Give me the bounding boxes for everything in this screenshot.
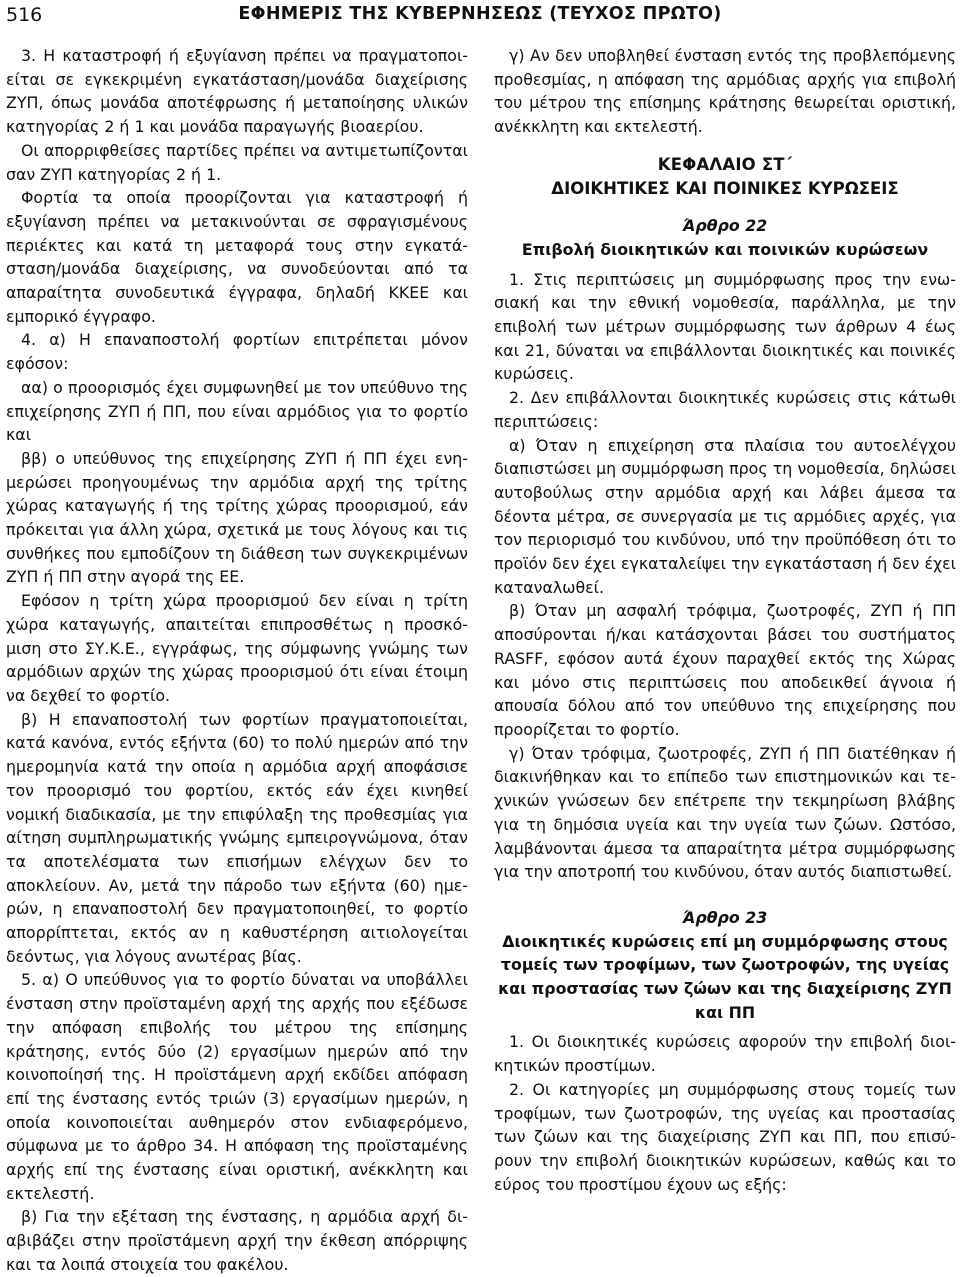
paragraph: 2. Οι κατηγορίες μη συμμόρφωσης στους τομείς των τροφίμων, των ζωοτροφών, της υγείας και προστασίας των ζώων και της διαχείρισης ΖΥΠ και ΠΠ, που επισύρουν την επιβολή διοικητικών κυρώσεων, καθώς και το εύρος του προστίμου έχουν ως εξής:	[494, 1079, 956, 1194]
paragraph: γ) Όταν τρόφιμα, ζωοτροφές, ΖΥΠ ή ΠΠ διατέθηκαν ή διακινήθηκαν και το επίπεδο των επιστημονικών και τεχνικών γνώσεων δεν επέτρεπε την τεκμηρίωση βλάβης για τη δημόσια υγεία και την υγεία των ζώων. Ωστόσο, λαμβάνονται άμεσα τα απαραίτητα μέτρα συμμόρφωσης για την αποτροπή του κινδύνου, όταν αυτός διαπιστωθεί.	[494, 743, 956, 882]
paragraph: 4. α) Η επαναποστολή φορτίων επιτρέπεται μόνον εφόσον:	[6, 330, 468, 374]
paragraph: ββ) ο υπεύθυνος της επιχείρησης ΖΥΠ ή ΠΠ έχει ενημερώσει προηγουμένως την αρμόδια αρχή της τρίτης χώρας καταγωγής ή της τρίτης χώρας προορισμού, εάν πρόκειται για άλλη χώρα, σχετικά με τους λόγους και τις συνθήκες που εμποδίζουν τη διάθεση των συγκεκριμένων ΖΥΠ ή ΠΠ στην αγορά της ΕΕ.	[6, 448, 468, 587]
right-column	[494, 44, 956, 1196]
article-23-number: Άρθρο 23	[682, 907, 768, 927]
paragraph: 3. Η καταστροφή ή εξυγίανση πρέπει να πραγματοποιείται σε εγκεκριμένη εγκατάσταση/μονάδα διαχείρισης ΖΥΠ, όπως μονάδα αποτέφρωσης ή μεταποίησης υλικών κατηγορίας 2 ή 1 και μονάδα παραγωγής βιοαερίου.	[6, 46, 468, 137]
chapter-title: ΔΙΟΙΚΗΤΙΚΕΣ ΚΑΙ ΠΟΙΝΙΚΕΣ ΚΥΡΩΣΕΙΣ	[551, 178, 899, 198]
paragraph: β) Όταν μη ασφαλή τρόφιμα, ζωοτροφές, ΖΥΠ ή ΠΠ αποσύρονται ή/και κατάσχονται βάσει του συστήματος RASFF, εφόσον αυτά έχουν παραχθεί εκτός της Χώρας και μόνο στις περιπτώσεις που αποδεικθεί άγνοια ή απουσία δόλου από τον υπεύθυνο της επιχείρησης που προορίζεται το φορτίο.	[494, 601, 956, 739]
paragraph: αα) ο προορισμός έχει συμφωνηθεί με τον υπεύθυνο της επιχείρησης ΖΥΠ ή ΠΠ, που είναι αρμόδιος για το φορτίο και	[6, 377, 468, 445]
gazette-title: ΕΦΗΜΕΡΙΣ ΤΗΣ ΚΥΒΕΡΝΗΣΕΩΣ (ΤΕΥΧΟΣ ΠΡΩΤΟ)	[238, 4, 722, 24]
paragraph: Φορτία τα οποία προορίζονται για καταστροφή ή εξυγίανση πρέπει να μετακινούνται σε σφραγισμένους περιέκτες και κατά τη μεταφορά τους στην εγκατάσταση/μονάδα διαχείρισης, να συνοδεύονται από τα απαραίτητα συνοδευτικά έγγραφα, δηλαδή ΚΚΕΕ και εμπορικό έγγραφο.	[6, 188, 468, 326]
article-22-title: Επιβολή διοικητικών και ποινικών κυρώσεων	[521, 239, 929, 259]
chapter-number: ΚΕΦΑΛΑΙΟ ΣΤ΄	[657, 154, 793, 174]
left-column	[6, 44, 468, 1277]
paragraph: 1. Οι διοικητικές κυρώσεις αφορούν την επιβολή διοικητικών προστίμων.	[494, 1032, 956, 1076]
paragraph: Εφόσον η τρίτη χώρα προορισμού δεν είναι η τρίτη χώρα καταγωγής, απαιτείται επιπροσθέτως η προσκόμιση στο ΣΥ.Κ.Ε., εγγράφως, της σύμφωνης γνώμης των αρμόδιων αρχών της χώρας προορισμού ότι είναι έτοιμη να δεχθεί το φορτίο.	[6, 591, 468, 705]
page-header	[0, 0, 960, 32]
article-22-number: Άρθρο 22	[682, 216, 768, 236]
paragraph: Οι απορριφθείσες παρτίδες πρέπει να αντιμετωπίζονται σαν ΖΥΠ κατηγορίας 2 ή 1.	[6, 140, 468, 184]
paragraph: γ) Αν δεν υποβληθεί ένσταση εντός της προβλεπόμενης προθεσμίας, η απόφαση της αρμόδιας αρχής για επιβολή του μέτρου της επίσημης κράτησης θεωρείται οριστική, ανέκκλητη και εκτελεστή.	[494, 46, 956, 137]
paragraph: 1. Στις περιπτώσεις μη συμμόρφωσης προς την ενωσιακή και την εθνική νομοθεσία, παράλληλα, με την επιβολή των μέτρων συμμόρφωσης των άρθρων 4 έως και 21, δύναται να επιβάλλονται διοικητικές και ποινικές κυρώσεις.	[494, 269, 956, 384]
paragraph: α) Όταν η επιχείρηση στα πλαίσια του αυτοελέγχου διαπιστώσει μη συμμόρφωση προς τη νομοθεσία, δηλώσει αυτοβούλως στην αρμόδια αρχή και λάβει άμεσα τα δέοντα μέτρα, σε συνεργασία με τις αρμόδιες αρχές, για τον περιορισμό του κινδύνου, υπό την προϋπόθεση ότι το προϊόν δεν έχει εγκαταλείψει την εγκατάσταση ή δεν έχει καταναλωθεί.	[494, 435, 956, 597]
paragraph: 2. Δεν επιβάλλονται διοικητικές κυρώσεις στις κάτωθι περιπτώσεις:	[494, 388, 956, 431]
article-23-title: Διοικητικές κυρώσεις επί μη συμμόρφωσης στους τομείς των τροφίμων, των ζωοτροφών, της υγείας και προστασίας των ζώων και της διαχείρισης ΖΥΠ και ΠΠ	[498, 931, 952, 1022]
paragraph: β) Η επαναποστολή των φορτίων πραγματοποιείται, κατά κανόνα, εντός εξήντα (60) το πολύ ημερών από την ημερομηνία κατά την οποία η αρμόδια αρχή αποφάσισε τον προορισμό του φορτίου, εκτός εάν έχει κινηθεί νομική διαδικασία, με την επιφύλαξη της προθεσμίας για αίτηση συμπληρωματικής γνώμης εμπειρογνώμονα, όταν τα αποτελέσματα των επισήμων ελέγχων δεν το αποκλείουν. Αν, μετά την πάροδο των εξήντα (60) ημερών, η επαναποστολή δεν πραγματοποιηθεί, το φορτίο απορρίπτεται, εκτός αν η καθυστέρηση αιτιολογείται δεόντως, για λόγους ανωτέρας βίας.	[6, 709, 468, 966]
page-number: 516	[6, 4, 43, 26]
paragraph: β) Για την εξέταση της ένστασης, η αρμόδια αρχή διαβιβάζει στην προϊστάμενη αρχή την έκθεση απόρριψης και τα λοιπά στοιχεία του φακέλου.	[6, 1207, 468, 1274]
paragraph: 5. α) Ο υπεύθυνος για το φορτίο δύναται να υποβάλλει ένσταση στην προϊσταμένη αρχή της αρχής που εξέδωσε την απόφαση επιβολής του μέτρου της επίσημης κράτησης, εντός δύο (2) εργασίμων ημερών από την κοινοποίησή της. Η προϊστάμενη αρχή εκδίδει απόφαση επί της ένστασης εντός τριών (3) εργασίμων ημερών, η οποία κοινοποιείται αυθημερόν στον ενδιαφερόμενο, σύμφωνα με το άρθρο 34. Η απόφαση της προϊσταμένης αρχής επί της ένστασης είναι οριστική, ανέκκλητη και εκτελεστή.	[6, 970, 468, 1203]
